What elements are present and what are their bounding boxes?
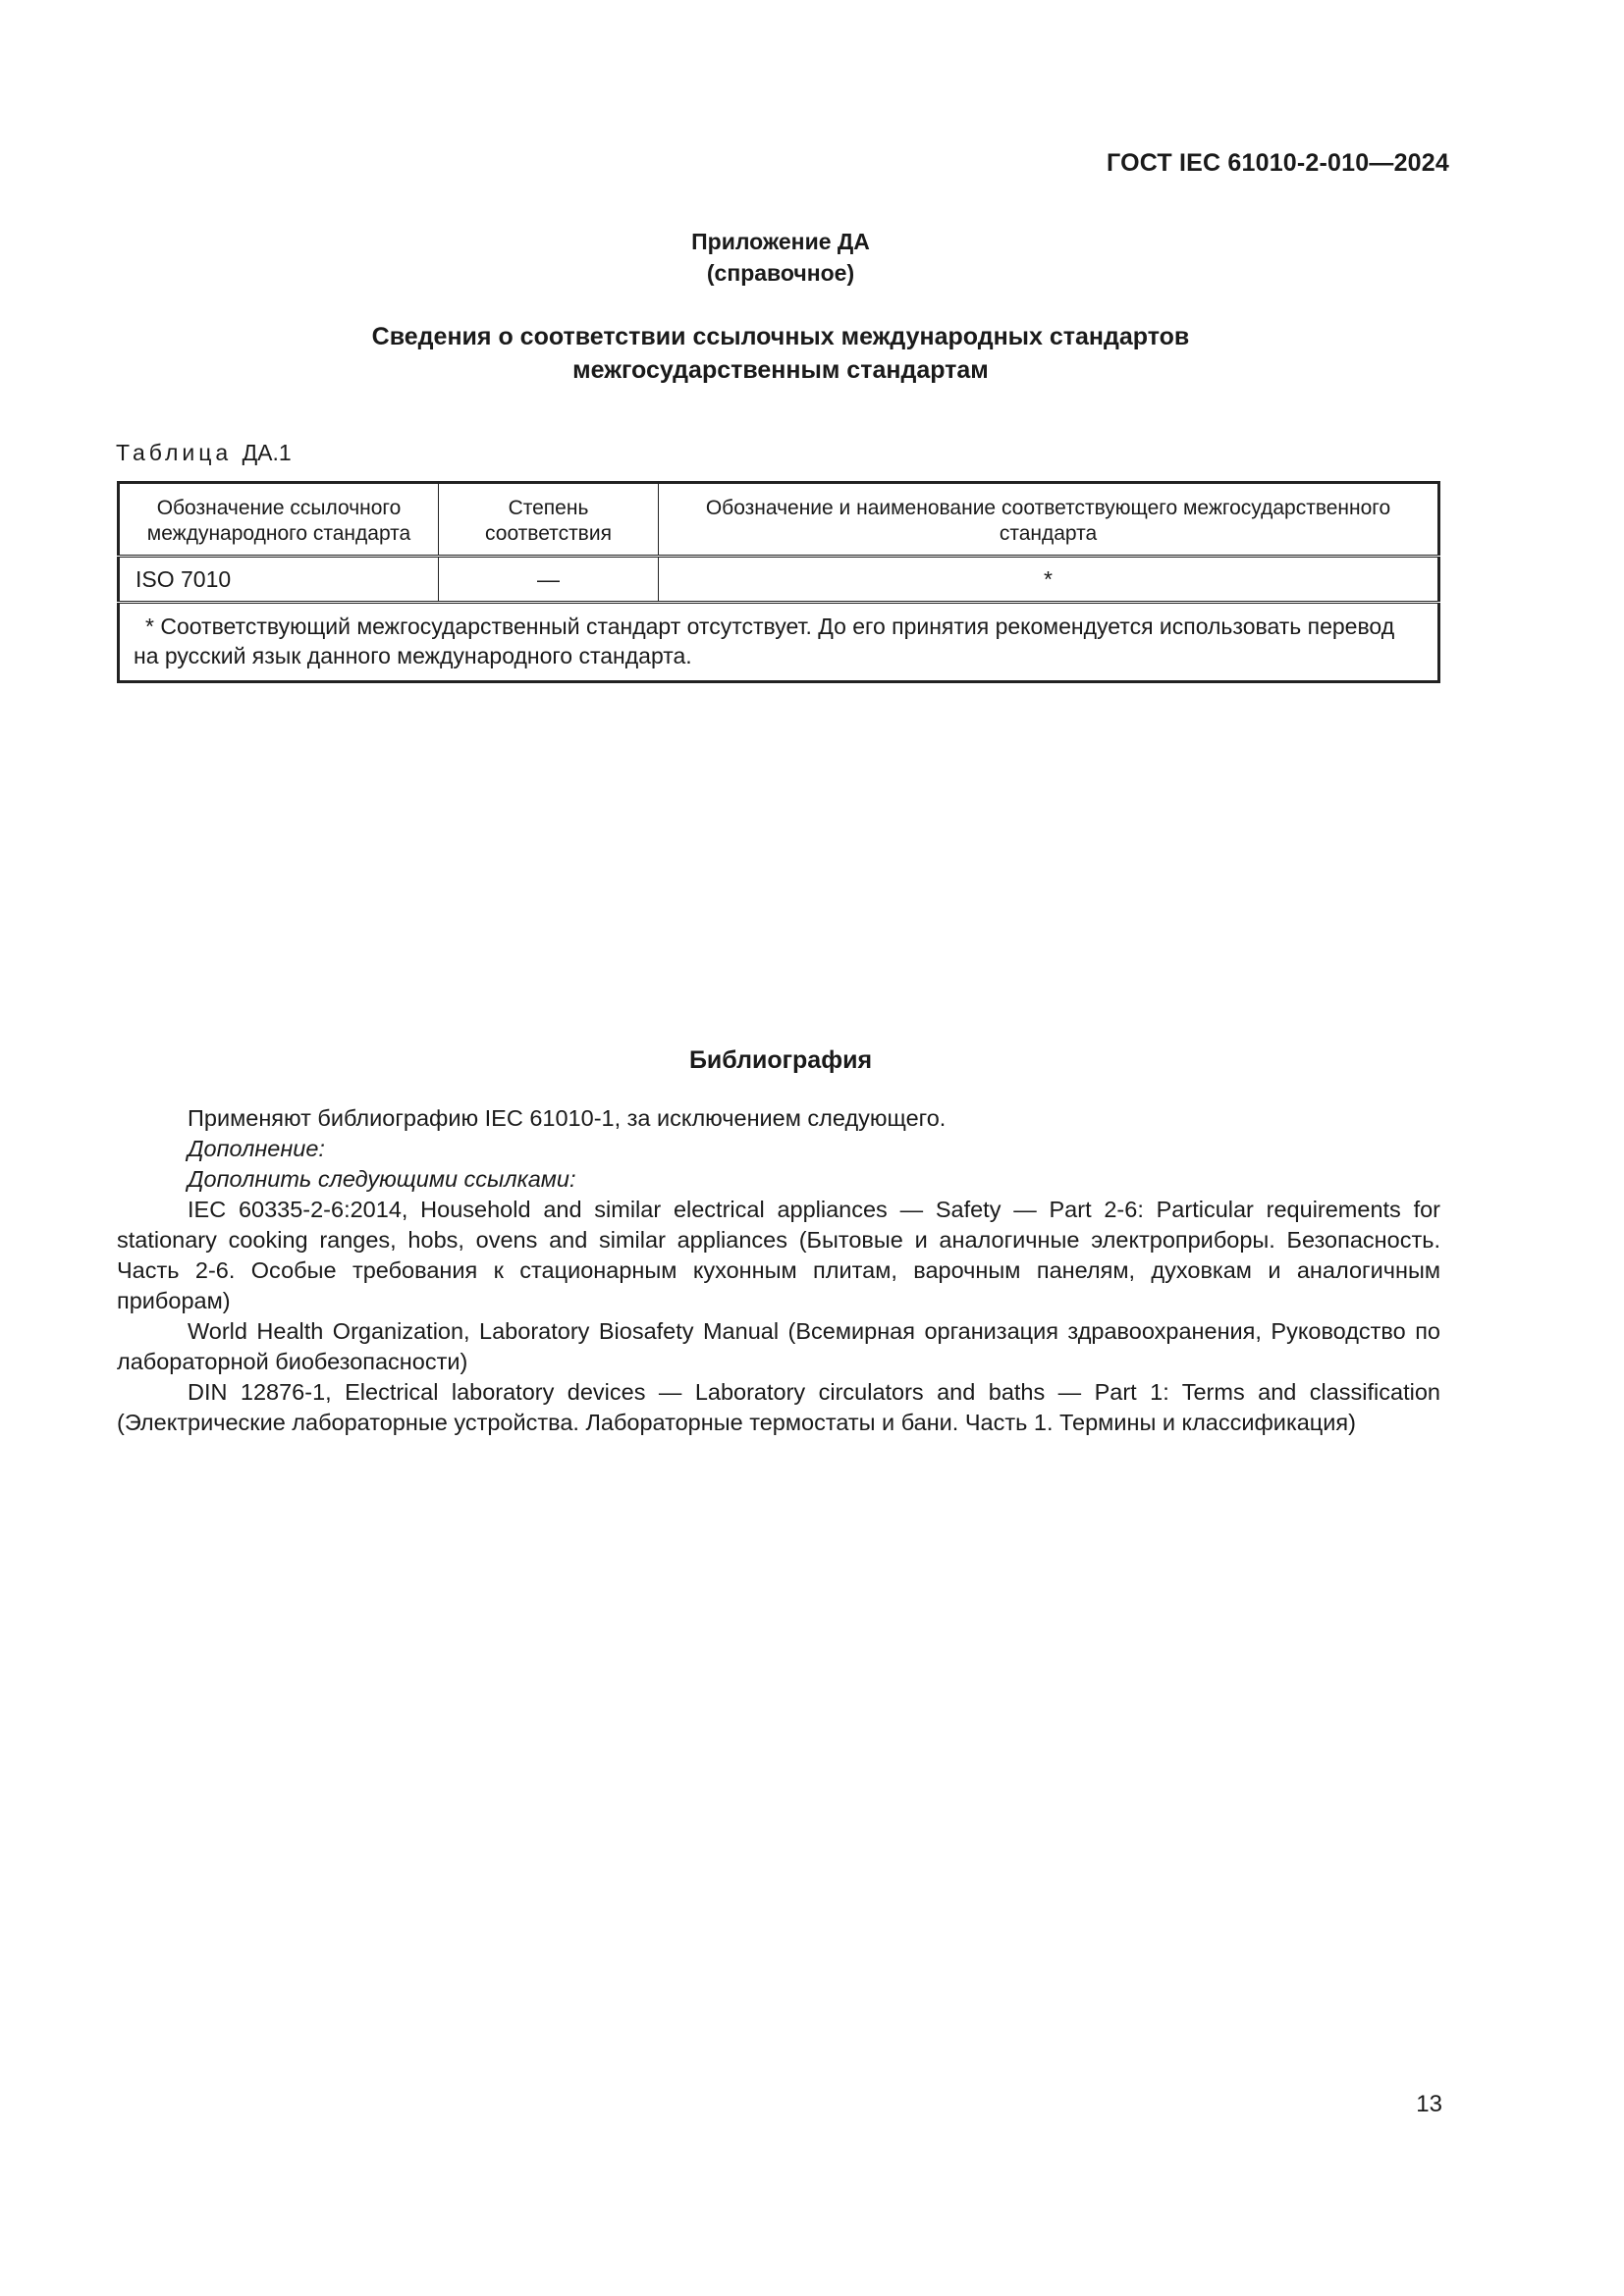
- bibliography-body: [117, 1103, 1440, 1438]
- table-row: [119, 557, 1439, 603]
- table-footnote: [119, 603, 1439, 682]
- cell-degree: —: [439, 557, 659, 603]
- annex-heading: [0, 226, 1561, 289]
- correspondence-table: [117, 481, 1440, 683]
- annex-section-title: [0, 320, 1561, 387]
- table-caption-number: ДА.1: [242, 440, 292, 465]
- document-id: ГОСТ IEC 61010-2-010—2024: [1107, 149, 1449, 177]
- table-footnote-row: [119, 603, 1439, 682]
- annex-title: Приложение ДА: [691, 229, 870, 254]
- bibliography-intro: Применяют библиографию IEC 61010-1, за исключением следующего.: [188, 1105, 947, 1131]
- column-header-ref-standard: Обозначение ссылочного международного стандарта: [119, 483, 439, 557]
- page-number: 13: [1416, 2091, 1442, 2117]
- bibliography-addition-refs: Дополнить следующими ссылками:: [188, 1166, 576, 1192]
- table-header-row: [119, 483, 1439, 557]
- bibliography-addition: Дополнение:: [188, 1136, 325, 1161]
- annex-subtitle: (справочное): [706, 260, 855, 286]
- cell-ref-standard: ISO 7010: [119, 557, 439, 603]
- table-caption: [116, 440, 292, 466]
- bibliography-entry: World Health Organization, Laboratory Biosafety Manual (Всемирная организация здравоохранения, Руководство по лабораторной биобезопасности): [117, 1318, 1440, 1374]
- cell-interstate-standard: *: [659, 557, 1439, 603]
- bibliography-entry: DIN 12876-1, Electrical laboratory devices — Laboratory circulators and baths — Part 1: Terms and classification (Электрические лабораторные устройства. Лабораторные термостаты и бани. Часть 1. Термины и классификация): [117, 1379, 1440, 1435]
- column-header-interstate-standard: Обозначение и наименование соответствующего межгосударственного стандарта: [659, 483, 1439, 557]
- table-caption-word: Таблица: [116, 440, 233, 465]
- annex-section-title-line1: Сведения о соответствии ссылочных международных стандартов: [371, 323, 1190, 350]
- bibliography-title: Библиография: [688, 1046, 873, 1074]
- column-header-degree: Степень соответствия: [439, 483, 659, 557]
- bibliography-entry: IEC 60335-2-6:2014, Household and similar electrical appliances — Safety — Part 2-6: Particular requirements for stationary cooking ranges, hobs, ovens and similar appliances (Бытовые и аналогичные электроприборы. Безопасность. Часть 2-6. Особые требования к стационарным кухонным плитам, варочным панелям, духовкам и аналогичным приборам): [117, 1197, 1440, 1313]
- annex-section-title-line2: межгосударственным стандартам: [572, 356, 989, 384]
- table-footnote-text: * Соответствующий межгосударственный стандарт отсутствует. До его принятия рекомендуется использовать перевод на русский язык данного международного стандарта.: [134, 614, 1395, 668]
